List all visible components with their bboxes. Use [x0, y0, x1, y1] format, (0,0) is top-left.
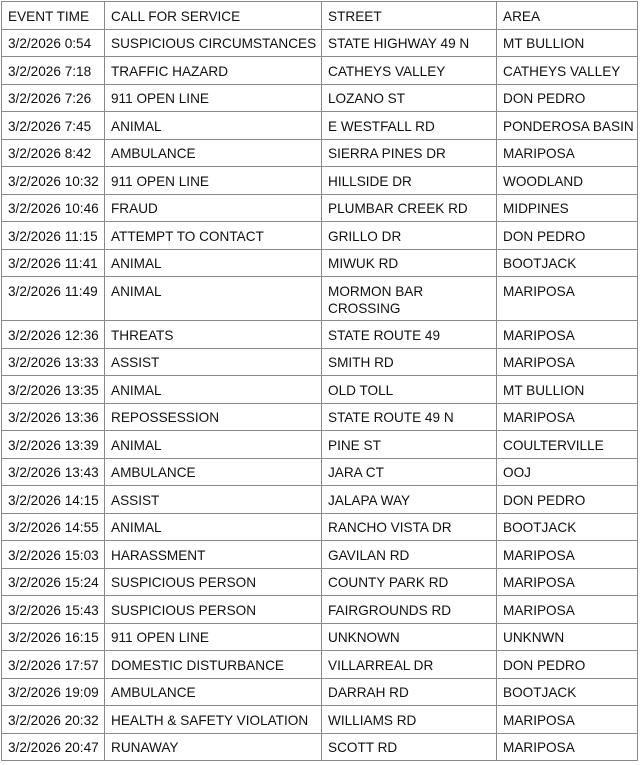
area-cell: DON PEDRO — [497, 84, 638, 112]
call-for-service-cell: ATTEMPT TO CONTACT — [105, 222, 322, 250]
event-time-cell: 3/2/2026 20:47 — [2, 733, 105, 761]
table-row — [2, 596, 638, 624]
table-row — [2, 29, 638, 57]
area-cell: MIDPINES — [497, 194, 638, 222]
event-time-cell: 3/2/2026 7:18 — [2, 57, 105, 85]
area-cell: MARIPOSA — [497, 541, 638, 569]
street-cell: MORMON BAR CROSSING — [322, 277, 497, 321]
event-time-cell: 3/2/2026 15:43 — [2, 596, 105, 624]
call-for-service-cell: AMBULANCE — [105, 678, 322, 706]
call-for-service-cell: ANIMAL — [105, 249, 322, 277]
event-time-cell: 3/2/2026 14:15 — [2, 486, 105, 514]
call-for-service-cell: ANIMAL — [105, 513, 322, 541]
table-row — [2, 458, 638, 486]
street-cell: GAVILAN RD — [322, 541, 497, 569]
table-row — [2, 403, 638, 431]
event-time-cell: 3/2/2026 8:42 — [2, 139, 105, 167]
table-row — [2, 277, 638, 321]
header-area: AREA — [497, 2, 638, 30]
call-for-service-cell: ANIMAL — [105, 277, 322, 321]
call-for-service-cell: TRAFFIC HAZARD — [105, 57, 322, 85]
header-event-time: EVENT TIME — [2, 2, 105, 30]
street-cell: CATHEYS VALLEY — [322, 57, 497, 85]
area-cell: MARIPOSA — [497, 733, 638, 761]
street-cell: HILLSIDE DR — [322, 167, 497, 195]
table-row — [2, 486, 638, 514]
call-for-service-cell: SUSPICIOUS PERSON — [105, 568, 322, 596]
street-cell: VILLARREAL DR — [322, 651, 497, 679]
area-cell: BOOTJACK — [497, 513, 638, 541]
table-row — [2, 431, 638, 459]
call-for-service-cell: HARASSMENT — [105, 541, 322, 569]
event-time-cell: 3/2/2026 10:46 — [2, 194, 105, 222]
street-cell: OLD TOLL — [322, 376, 497, 404]
call-for-service-cell: 911 OPEN LINE — [105, 84, 322, 112]
event-time-cell: 3/2/2026 0:54 — [2, 29, 105, 57]
event-time-cell: 3/2/2026 11:15 — [2, 222, 105, 250]
street-cell: DARRAH RD — [322, 678, 497, 706]
call-for-service-cell: ANIMAL — [105, 112, 322, 140]
call-for-service-cell: AMBULANCE — [105, 458, 322, 486]
table-body — [2, 29, 638, 761]
table-row — [2, 348, 638, 376]
street-cell: JALAPA WAY — [322, 486, 497, 514]
table-row — [2, 57, 638, 85]
event-time-cell: 3/2/2026 14:55 — [2, 513, 105, 541]
event-time-cell: 3/2/2026 13:36 — [2, 403, 105, 431]
header-street: STREET — [322, 2, 497, 30]
call-for-service-cell: THREATS — [105, 321, 322, 349]
area-cell: MARIPOSA — [497, 596, 638, 624]
table-row — [2, 84, 638, 112]
event-time-cell: 3/2/2026 16:15 — [2, 623, 105, 651]
table-row — [2, 321, 638, 349]
event-time-cell: 3/2/2026 20:32 — [2, 706, 105, 734]
event-time-cell: 3/2/2026 10:32 — [2, 167, 105, 195]
table-row — [2, 167, 638, 195]
header-row — [2, 2, 638, 30]
street-cell: STATE ROUTE 49 N — [322, 403, 497, 431]
table-row — [2, 194, 638, 222]
table-row — [2, 623, 638, 651]
event-time-cell: 3/2/2026 12:36 — [2, 321, 105, 349]
street-cell: STATE ROUTE 49 — [322, 321, 497, 349]
table-row — [2, 139, 638, 167]
table-header — [2, 2, 638, 30]
call-for-service-cell: ASSIST — [105, 348, 322, 376]
street-cell: MIWUK RD — [322, 249, 497, 277]
event-time-cell: 3/2/2026 13:35 — [2, 376, 105, 404]
call-for-service-cell: DOMESTIC DISTURBANCE — [105, 651, 322, 679]
street-cell: STATE HIGHWAY 49 N — [322, 29, 497, 57]
table-row — [2, 541, 638, 569]
area-cell: WOODLAND — [497, 167, 638, 195]
call-for-service-cell: ANIMAL — [105, 431, 322, 459]
event-time-cell: 3/2/2026 11:41 — [2, 249, 105, 277]
call-for-service-cell: REPOSSESSION — [105, 403, 322, 431]
table-row — [2, 249, 638, 277]
area-cell: MARIPOSA — [497, 321, 638, 349]
call-log-table — [1, 1, 638, 761]
street-cell: FAIRGROUNDS RD — [322, 596, 497, 624]
area-cell: PONDEROSA BASIN — [497, 112, 638, 140]
street-cell: PLUMBAR CREEK RD — [322, 194, 497, 222]
street-cell: RANCHO VISTA DR — [322, 513, 497, 541]
area-cell: OOJ — [497, 458, 638, 486]
area-cell: BOOTJACK — [497, 249, 638, 277]
call-for-service-cell: AMBULANCE — [105, 139, 322, 167]
area-cell: MT BULLION — [497, 376, 638, 404]
call-for-service-cell: HEALTH & SAFETY VIOLATION — [105, 706, 322, 734]
call-for-service-cell: 911 OPEN LINE — [105, 623, 322, 651]
table-row — [2, 112, 638, 140]
street-cell: GRILLO DR — [322, 222, 497, 250]
call-for-service-cell: RUNAWAY — [105, 733, 322, 761]
table-row — [2, 376, 638, 404]
event-time-cell: 3/2/2026 15:24 — [2, 568, 105, 596]
event-time-cell: 3/2/2026 13:43 — [2, 458, 105, 486]
area-cell: MARIPOSA — [497, 139, 638, 167]
street-cell: LOZANO ST — [322, 84, 497, 112]
street-cell: JARA CT — [322, 458, 497, 486]
event-time-cell: 3/2/2026 15:03 — [2, 541, 105, 569]
table-row — [2, 513, 638, 541]
street-cell: SMITH RD — [322, 348, 497, 376]
area-cell: COULTERVILLE — [497, 431, 638, 459]
call-for-service-cell: 911 OPEN LINE — [105, 167, 322, 195]
area-cell: MARIPOSA — [497, 348, 638, 376]
area-cell: UNKNWN — [497, 623, 638, 651]
event-time-cell: 3/2/2026 13:33 — [2, 348, 105, 376]
call-log-container — [1, 1, 637, 761]
street-cell: SCOTT RD — [322, 733, 497, 761]
table-row — [2, 222, 638, 250]
area-cell: DON PEDRO — [497, 651, 638, 679]
area-cell: CATHEYS VALLEY — [497, 57, 638, 85]
call-for-service-cell: ANIMAL — [105, 376, 322, 404]
call-for-service-cell: ASSIST — [105, 486, 322, 514]
table-row — [2, 733, 638, 761]
event-time-cell: 3/2/2026 7:45 — [2, 112, 105, 140]
table-row — [2, 678, 638, 706]
street-cell: PINE ST — [322, 431, 497, 459]
table-row — [2, 568, 638, 596]
event-time-cell: 3/2/2026 19:09 — [2, 678, 105, 706]
call-for-service-cell: SUSPICIOUS PERSON — [105, 596, 322, 624]
table-row — [2, 706, 638, 734]
call-for-service-cell: FRAUD — [105, 194, 322, 222]
area-cell: MARIPOSA — [497, 277, 638, 321]
call-for-service-cell: SUSPICIOUS CIRCUMSTANCES — [105, 29, 322, 57]
event-time-cell: 3/2/2026 17:57 — [2, 651, 105, 679]
area-cell: MARIPOSA — [497, 706, 638, 734]
street-cell: WILLIAMS RD — [322, 706, 497, 734]
event-time-cell: 3/2/2026 7:26 — [2, 84, 105, 112]
area-cell: MARIPOSA — [497, 403, 638, 431]
area-cell: BOOTJACK — [497, 678, 638, 706]
area-cell: MARIPOSA — [497, 568, 638, 596]
table-row — [2, 651, 638, 679]
street-cell: UNKNOWN — [322, 623, 497, 651]
area-cell: DON PEDRO — [497, 486, 638, 514]
header-call-for-service: CALL FOR SERVICE — [105, 2, 322, 30]
street-cell: E WESTFALL RD — [322, 112, 497, 140]
street-cell: COUNTY PARK RD — [322, 568, 497, 596]
event-time-cell: 3/2/2026 13:39 — [2, 431, 105, 459]
event-time-cell: 3/2/2026 11:49 — [2, 277, 105, 321]
street-cell: SIERRA PINES DR — [322, 139, 497, 167]
area-cell: DON PEDRO — [497, 222, 638, 250]
area-cell: MT BULLION — [497, 29, 638, 57]
